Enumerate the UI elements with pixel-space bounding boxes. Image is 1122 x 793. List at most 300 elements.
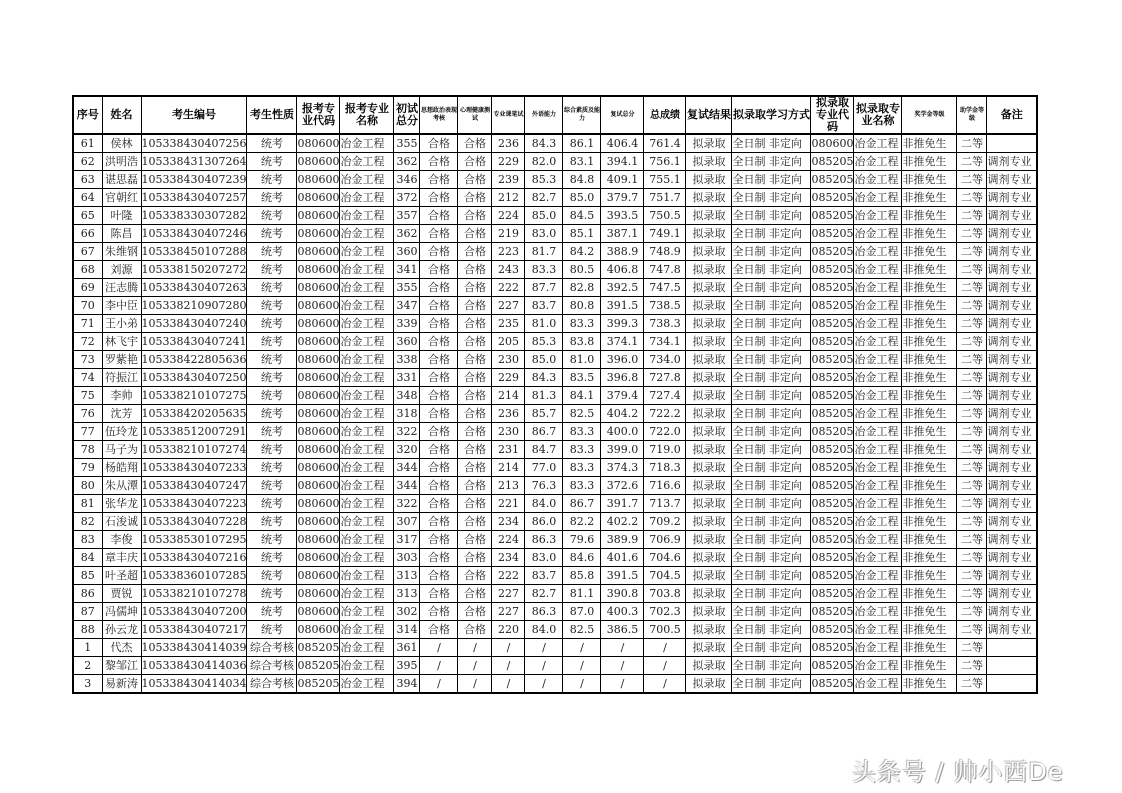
cell-political-review: 合格	[420, 315, 458, 333]
cell-retest-result: 拟录取	[686, 549, 732, 567]
cell-applied-major-code: 080600	[297, 333, 340, 351]
cell-political-review: 合格	[420, 405, 458, 423]
cell-applied-major-code: 080600	[297, 441, 340, 459]
cell-candidate-id: 105338430407217	[141, 621, 247, 639]
cell-admit-major-name: 冶金工程	[854, 675, 902, 694]
cell-scholarship: 非推免生	[902, 675, 957, 694]
cell-prelim-total: 360	[394, 243, 420, 261]
cell-scholarship: 非推免生	[902, 477, 957, 495]
cell-applied-major-name: 冶金工程	[340, 477, 394, 495]
cell-applied-major-code: 080600	[297, 189, 340, 207]
cell-admit-major-name: 冶金工程	[854, 315, 902, 333]
cell-mental-health: 合格	[458, 261, 492, 279]
cell-retest-total: 393.5	[601, 207, 644, 225]
col-header-admit-major-name: 拟录取专业名称	[854, 96, 902, 134]
cell-grant: 二等	[957, 477, 987, 495]
cell-retest-total: 406.4	[601, 134, 644, 153]
cell-scholarship: 非推免生	[902, 603, 957, 621]
cell-grant: 二等	[957, 639, 987, 657]
cell-applied-major-code: 080600	[297, 171, 340, 189]
cell-language: 84.3	[525, 134, 563, 153]
cell-final-score: 747.8	[644, 261, 686, 279]
cell-admit-major-name: 冶金工程	[854, 621, 902, 639]
cell-grant: 二等	[957, 567, 987, 585]
cell-retest-total: 387.1	[601, 225, 644, 243]
cell-admit-major-code: 085205	[811, 459, 854, 477]
cell-candidate-type: 统考	[247, 387, 297, 405]
table-row	[73, 603, 1037, 621]
cell-political-review: 合格	[420, 333, 458, 351]
cell-candidate-id: 105338430407247	[141, 477, 247, 495]
cell-applied-major-name: 冶金工程	[340, 225, 394, 243]
cell-mental-health: 合格	[458, 567, 492, 585]
cell-applied-major-name: 冶金工程	[340, 279, 394, 297]
cell-mental-health: 合格	[458, 423, 492, 441]
cell-candidate-type: 统考	[247, 279, 297, 297]
cell-study-mode: 全日制 非定向	[732, 171, 811, 189]
cell-final-score: /	[644, 675, 686, 694]
cell-candidate-type: 统考	[247, 207, 297, 225]
cell-applied-major-code: 080600	[297, 297, 340, 315]
cell-political-review: 合格	[420, 207, 458, 225]
cell-candidate-id: 105338150207272	[141, 261, 247, 279]
cell-mental-health: 合格	[458, 189, 492, 207]
cell-written-exam: 229	[492, 369, 525, 387]
cell-name: 叶圣超	[102, 567, 141, 585]
cell-written-exam: 230	[492, 351, 525, 369]
cell-admit-major-name: 冶金工程	[854, 405, 902, 423]
cell-remarks: 调剂专业	[987, 603, 1037, 621]
cell-applied-major-code: 080600	[297, 225, 340, 243]
cell-grant: 二等	[957, 134, 987, 153]
cell-applied-major-name: 冶金工程	[340, 495, 394, 513]
cell-remarks: 调剂专业	[987, 315, 1037, 333]
cell-written-exam: 227	[492, 585, 525, 603]
cell-retest-total: 391.5	[601, 567, 644, 585]
cell-name: 王小弟	[102, 315, 141, 333]
cell-remarks	[987, 639, 1037, 657]
cell-study-mode: 全日制 非定向	[732, 153, 811, 171]
cell-candidate-type: 统考	[247, 513, 297, 531]
cell-remarks	[987, 675, 1037, 694]
table-row	[73, 369, 1037, 387]
col-header-applied-major-code: 报考专业代码	[297, 96, 340, 134]
col-header-scholarship: 奖学金等级	[902, 96, 957, 134]
cell-study-mode: 全日制 非定向	[732, 369, 811, 387]
cell-prelim-total: 339	[394, 315, 420, 333]
cell-name: 代杰	[102, 639, 141, 657]
cell-overall-quality: 83.3	[563, 441, 601, 459]
cell-remarks: 调剂专业	[987, 369, 1037, 387]
cell-retest-total: 400.0	[601, 423, 644, 441]
cell-overall-quality: 86.7	[563, 495, 601, 513]
cell-study-mode: 全日制 非定向	[732, 423, 811, 441]
table-row	[73, 225, 1037, 243]
cell-candidate-type: 统考	[247, 369, 297, 387]
cell-applied-major-name: 冶金工程	[340, 207, 394, 225]
cell-admit-major-code: 085205	[811, 279, 854, 297]
cell-index: 66	[73, 225, 102, 243]
cell-mental-health: 合格	[458, 153, 492, 171]
col-header-name: 姓名	[102, 96, 141, 134]
cell-study-mode: 全日制 非定向	[732, 279, 811, 297]
cell-retest-result: 拟录取	[686, 513, 732, 531]
cell-prelim-total: 322	[394, 423, 420, 441]
cell-written-exam: 214	[492, 459, 525, 477]
cell-language: 83.3	[525, 261, 563, 279]
cell-index: 73	[73, 351, 102, 369]
cell-scholarship: 非推免生	[902, 549, 957, 567]
table-row	[73, 351, 1037, 369]
cell-language: 83.7	[525, 567, 563, 585]
cell-final-score: 704.6	[644, 549, 686, 567]
col-header-final-score: 总成绩	[644, 96, 686, 134]
cell-grant: 二等	[957, 225, 987, 243]
cell-retest-result: 拟录取	[686, 333, 732, 351]
cell-retest-total: 404.2	[601, 405, 644, 423]
cell-applied-major-code: 080600	[297, 261, 340, 279]
cell-admit-major-code: 085205	[811, 441, 854, 459]
cell-political-review: 合格	[420, 261, 458, 279]
cell-political-review: 合格	[420, 549, 458, 567]
cell-prelim-total: 331	[394, 369, 420, 387]
cell-study-mode: 全日制 非定向	[732, 603, 811, 621]
cell-grant: 二等	[957, 495, 987, 513]
cell-overall-quality: 83.3	[563, 423, 601, 441]
cell-overall-quality: 82.8	[563, 279, 601, 297]
cell-applied-major-code: 080600	[297, 207, 340, 225]
cell-candidate-type: 综合考核	[247, 639, 297, 657]
cell-retest-total: 394.1	[601, 153, 644, 171]
cell-candidate-type: 统考	[247, 405, 297, 423]
cell-admit-major-name: 冶金工程	[854, 657, 902, 675]
cell-language: /	[525, 675, 563, 694]
cell-applied-major-code: 080600	[297, 315, 340, 333]
cell-candidate-id: 105338430407246	[141, 225, 247, 243]
cell-admit-major-code: 085205	[811, 153, 854, 171]
cell-study-mode: 全日制 非定向	[732, 639, 811, 657]
cell-scholarship: 非推免生	[902, 171, 957, 189]
cell-name: 谌思磊	[102, 171, 141, 189]
cell-remarks: 调剂专业	[987, 531, 1037, 549]
cell-retest-result: 拟录取	[686, 477, 732, 495]
cell-candidate-id: 105338430414036	[141, 657, 247, 675]
cell-language: 85.0	[525, 207, 563, 225]
cell-admit-major-name: 冶金工程	[854, 297, 902, 315]
cell-overall-quality: 81.0	[563, 351, 601, 369]
col-header-candidate-type: 考生性质	[247, 96, 297, 134]
cell-overall-quality: 84.2	[563, 243, 601, 261]
cell-remarks: 调剂专业	[987, 351, 1037, 369]
cell-study-mode: 全日制 非定向	[732, 657, 811, 675]
cell-applied-major-name: 冶金工程	[340, 567, 394, 585]
cell-written-exam: 234	[492, 549, 525, 567]
cell-scholarship: 非推免生	[902, 153, 957, 171]
cell-political-review: 合格	[420, 369, 458, 387]
cell-political-review: 合格	[420, 567, 458, 585]
cell-study-mode: 全日制 非定向	[732, 297, 811, 315]
admission-results-table	[72, 95, 1038, 694]
cell-remarks: 调剂专业	[987, 189, 1037, 207]
table-row	[73, 549, 1037, 567]
cell-name: 朱维钢	[102, 243, 141, 261]
cell-admit-major-name: 冶金工程	[854, 603, 902, 621]
cell-candidate-id: 105338330307282	[141, 207, 247, 225]
cell-overall-quality: 83.3	[563, 459, 601, 477]
table-row	[73, 441, 1037, 459]
table-row	[73, 531, 1037, 549]
cell-study-mode: 全日制 非定向	[732, 387, 811, 405]
cell-index: 63	[73, 171, 102, 189]
cell-admit-major-name: 冶金工程	[854, 279, 902, 297]
cell-candidate-type: 统考	[247, 261, 297, 279]
cell-name: 汪志腾	[102, 279, 141, 297]
cell-applied-major-code: 080600	[297, 153, 340, 171]
cell-grant: 二等	[957, 423, 987, 441]
table-row	[73, 513, 1037, 531]
cell-grant: 二等	[957, 351, 987, 369]
cell-final-score: /	[644, 639, 686, 657]
cell-language: 85.7	[525, 405, 563, 423]
cell-remarks: 调剂专业	[987, 495, 1037, 513]
cell-written-exam: 213	[492, 477, 525, 495]
cell-name: 李俊	[102, 531, 141, 549]
cell-admit-major-code: 085205	[811, 567, 854, 585]
cell-candidate-type: 统考	[247, 423, 297, 441]
cell-political-review: 合格	[420, 153, 458, 171]
cell-mental-health: 合格	[458, 315, 492, 333]
cell-prelim-total: 348	[394, 387, 420, 405]
cell-scholarship: 非推免生	[902, 369, 957, 387]
cell-final-score: 751.7	[644, 189, 686, 207]
cell-written-exam: 222	[492, 567, 525, 585]
cell-grant: 二等	[957, 369, 987, 387]
cell-study-mode: 全日制 非定向	[732, 189, 811, 207]
cell-mental-health: 合格	[458, 477, 492, 495]
cell-language: 86.0	[525, 513, 563, 531]
cell-remarks: 调剂专业	[987, 513, 1037, 531]
cell-admit-major-code: 085205	[811, 549, 854, 567]
cell-index: 86	[73, 585, 102, 603]
cell-candidate-type: 统考	[247, 225, 297, 243]
cell-candidate-id: 105338530107295	[141, 531, 247, 549]
cell-retest-total: /	[601, 675, 644, 694]
cell-candidate-type: 统考	[247, 621, 297, 639]
cell-grant: 二等	[957, 549, 987, 567]
cell-written-exam: 229	[492, 153, 525, 171]
cell-final-score: 738.3	[644, 315, 686, 333]
cell-overall-quality: 85.1	[563, 225, 601, 243]
cell-grant: 二等	[957, 153, 987, 171]
cell-grant: 二等	[957, 405, 987, 423]
cell-admit-major-name: 冶金工程	[854, 441, 902, 459]
cell-candidate-id: 105338420205635	[141, 405, 247, 423]
cell-remarks: 调剂专业	[987, 405, 1037, 423]
cell-retest-result: 拟录取	[686, 207, 732, 225]
table-row	[73, 207, 1037, 225]
cell-language: 81.3	[525, 387, 563, 405]
cell-name: 官朝红	[102, 189, 141, 207]
cell-final-score: 706.9	[644, 531, 686, 549]
cell-retest-result: 拟录取	[686, 134, 732, 153]
cell-admit-major-name: 冶金工程	[854, 423, 902, 441]
cell-written-exam: 230	[492, 423, 525, 441]
cell-admit-major-name: 冶金工程	[854, 459, 902, 477]
cell-candidate-type: 统考	[247, 243, 297, 261]
cell-remarks: 调剂专业	[987, 297, 1037, 315]
table-row	[73, 315, 1037, 333]
cell-applied-major-code: 080600	[297, 567, 340, 585]
cell-name: 石浚诚	[102, 513, 141, 531]
cell-candidate-type: 综合考核	[247, 675, 297, 694]
cell-admit-major-name: 冶金工程	[854, 351, 902, 369]
cell-admit-major-name: 冶金工程	[854, 243, 902, 261]
cell-admit-major-code: 085205	[811, 261, 854, 279]
cell-written-exam: 212	[492, 189, 525, 207]
cell-written-exam: 205	[492, 333, 525, 351]
cell-admit-major-code: 085205	[811, 495, 854, 513]
cell-mental-health: 合格	[458, 549, 492, 567]
cell-written-exam: 221	[492, 495, 525, 513]
cell-retest-result: 拟录取	[686, 531, 732, 549]
cell-mental-health: 合格	[458, 297, 492, 315]
cell-candidate-id: 105338210107275	[141, 387, 247, 405]
cell-applied-major-name: 冶金工程	[340, 134, 394, 153]
cell-candidate-id: 105338430407228	[141, 513, 247, 531]
cell-political-review: 合格	[420, 441, 458, 459]
cell-candidate-id: 105338431307264	[141, 153, 247, 171]
cell-candidate-id: 105338430407239	[141, 171, 247, 189]
cell-study-mode: 全日制 非定向	[732, 675, 811, 694]
cell-retest-total: 399.0	[601, 441, 644, 459]
cell-applied-major-name: 冶金工程	[340, 531, 394, 549]
cell-language: 84.7	[525, 441, 563, 459]
cell-applied-major-code: 085205	[297, 657, 340, 675]
cell-index: 84	[73, 549, 102, 567]
cell-scholarship: 非推免生	[902, 225, 957, 243]
cell-written-exam: /	[492, 639, 525, 657]
cell-retest-total: 401.6	[601, 549, 644, 567]
table-row	[73, 585, 1037, 603]
cell-remarks: 调剂专业	[987, 387, 1037, 405]
cell-language: 85.0	[525, 351, 563, 369]
cell-political-review: 合格	[420, 297, 458, 315]
cell-admit-major-code: 085205	[811, 657, 854, 675]
cell-political-review: 合格	[420, 279, 458, 297]
cell-final-score: 749.1	[644, 225, 686, 243]
cell-prelim-total: 347	[394, 297, 420, 315]
cell-admit-major-code: 085205	[811, 243, 854, 261]
cell-admit-major-name: 冶金工程	[854, 477, 902, 495]
cell-admit-major-name: 冶金工程	[854, 153, 902, 171]
cell-political-review: 合格	[420, 531, 458, 549]
cell-retest-result: 拟录取	[686, 495, 732, 513]
cell-mental-health: 合格	[458, 279, 492, 297]
cell-applied-major-code: 080600	[297, 477, 340, 495]
cell-retest-result: 拟录取	[686, 387, 732, 405]
cell-final-score: 704.5	[644, 567, 686, 585]
cell-mental-health: 合格	[458, 495, 492, 513]
cell-candidate-type: 统考	[247, 459, 297, 477]
cell-language: 85.3	[525, 333, 563, 351]
cell-applied-major-name: 冶金工程	[340, 297, 394, 315]
cell-admit-major-code: 085205	[811, 531, 854, 549]
cell-study-mode: 全日制 非定向	[732, 459, 811, 477]
cell-language: 86.3	[525, 531, 563, 549]
cell-scholarship: 非推免生	[902, 134, 957, 153]
cell-index: 76	[73, 405, 102, 423]
cell-applied-major-name: 冶金工程	[340, 459, 394, 477]
cell-overall-quality: 84.8	[563, 171, 601, 189]
cell-admit-major-code: 085205	[811, 387, 854, 405]
cell-applied-major-code: 080600	[297, 405, 340, 423]
cell-remarks	[987, 134, 1037, 153]
cell-applied-major-name: 冶金工程	[340, 405, 394, 423]
cell-retest-total: 388.9	[601, 243, 644, 261]
cell-written-exam: 227	[492, 297, 525, 315]
cell-remarks: 调剂专业	[987, 567, 1037, 585]
cell-admit-major-name: 冶金工程	[854, 585, 902, 603]
cell-admit-major-code: 085205	[811, 621, 854, 639]
cell-scholarship: 非推免生	[902, 207, 957, 225]
cell-grant: 二等	[957, 297, 987, 315]
cell-retest-total: 391.5	[601, 297, 644, 315]
cell-mental-health: 合格	[458, 369, 492, 387]
cell-name: 朱从潭	[102, 477, 141, 495]
cell-candidate-id: 105338450107288	[141, 243, 247, 261]
table-row	[73, 153, 1037, 171]
cell-applied-major-code: 080600	[297, 134, 340, 153]
cell-prelim-total: 362	[394, 153, 420, 171]
cell-retest-total: 374.1	[601, 333, 644, 351]
cell-political-review: 合格	[420, 459, 458, 477]
cell-retest-result: 拟录取	[686, 441, 732, 459]
cell-scholarship: 非推免生	[902, 261, 957, 279]
cell-language: /	[525, 657, 563, 675]
cell-name: 孙云龙	[102, 621, 141, 639]
cell-mental-health: 合格	[458, 585, 492, 603]
cell-retest-total: 390.8	[601, 585, 644, 603]
cell-candidate-id: 105338210107274	[141, 441, 247, 459]
cell-applied-major-code: 080600	[297, 243, 340, 261]
cell-candidate-id: 105338422805636	[141, 351, 247, 369]
cell-political-review: 合格	[420, 603, 458, 621]
cell-study-mode: 全日制 非定向	[732, 477, 811, 495]
cell-retest-result: 拟录取	[686, 279, 732, 297]
cell-candidate-type: 统考	[247, 315, 297, 333]
cell-admit-major-code: 085205	[811, 351, 854, 369]
cell-written-exam: 223	[492, 243, 525, 261]
cell-overall-quality: 82.5	[563, 405, 601, 423]
cell-name: 洪明浩	[102, 153, 141, 171]
cell-retest-total: 379.4	[601, 387, 644, 405]
cell-grant: 二等	[957, 513, 987, 531]
cell-candidate-type: 统考	[247, 297, 297, 315]
cell-candidate-type: 统考	[247, 495, 297, 513]
cell-name: 马子为	[102, 441, 141, 459]
cell-admit-major-name: 冶金工程	[854, 261, 902, 279]
cell-candidate-type: 统考	[247, 351, 297, 369]
cell-overall-quality: /	[563, 639, 601, 657]
cell-applied-major-code: 080600	[297, 603, 340, 621]
cell-candidate-id: 105338430407233	[141, 459, 247, 477]
cell-candidate-id: 105338430407257	[141, 189, 247, 207]
watermark: 头条号 / 帅小西De	[852, 758, 1064, 786]
cell-scholarship: 非推免生	[902, 585, 957, 603]
cell-admit-major-code: 085205	[811, 189, 854, 207]
cell-political-review: 合格	[420, 387, 458, 405]
cell-applied-major-code: 080600	[297, 459, 340, 477]
